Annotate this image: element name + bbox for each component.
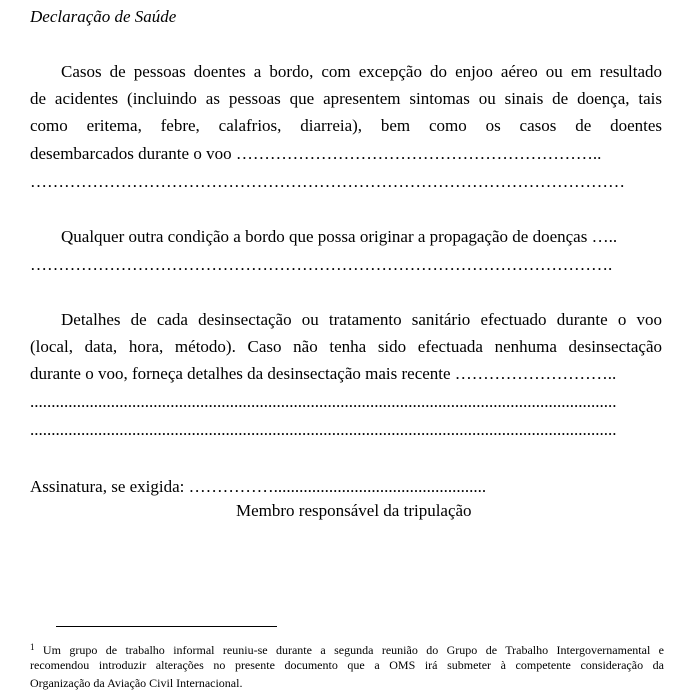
para2-line: …………………………………………………………………………………………. [30, 255, 613, 274]
section-title: Declaração de Saúde [30, 7, 177, 26]
signature-role: Membro responsável da tripulação [236, 501, 472, 520]
footnote-line: recomendou introduzir alterações no presente documento que a OMS irá submeter à competente consideração da [30, 658, 664, 672]
para3-line: Detalhes de cada desinsectação ou tratamento sanitário efectuado durante o voo [61, 310, 662, 329]
signature-line: Assinatura, se exigida: …………….................................................. [30, 477, 487, 496]
footnote-marker: 1 [30, 642, 35, 652]
para3-line: (local, data, hora, método). Caso não tenha sido efectuada nenhuma desinsectação [30, 337, 662, 356]
para1-line: desembarcados durante o voo ……………………………………………………….. [30, 144, 602, 163]
para1-line: como eritema, febre, calafrios, diarreia), bem como os casos de doentes [30, 116, 662, 135]
para1-line: …………………………………………………………………………………………… [30, 172, 625, 191]
para3-line: .......................................................................................................................................... [30, 420, 617, 439]
footnote-text: Um grupo de trabalho informal reuniu-se durante a segunda reunião do Grupo de Trabalho Intergovernamental e [42, 643, 665, 657]
footnote-line: Organização da Aviação Civil Internacional. [30, 676, 243, 690]
para2-line: Qualquer outra condição a bordo que possa originar a propagação de doenças ….. [61, 227, 618, 246]
para3-line: durante o voo, forneça detalhes da desinsectação mais recente ……………………….. [30, 364, 617, 383]
para1-line: de acidentes (incluindo as pessoas que apresentem sintomas ou sinais de doença, tais [30, 89, 662, 108]
para3-line: .......................................................................................................................................... [30, 392, 617, 411]
para1-line: Casos de pessoas doentes a bordo, com excepção do enjoo aéreo ou em resultado [61, 62, 662, 81]
footnote-rule [56, 626, 277, 627]
